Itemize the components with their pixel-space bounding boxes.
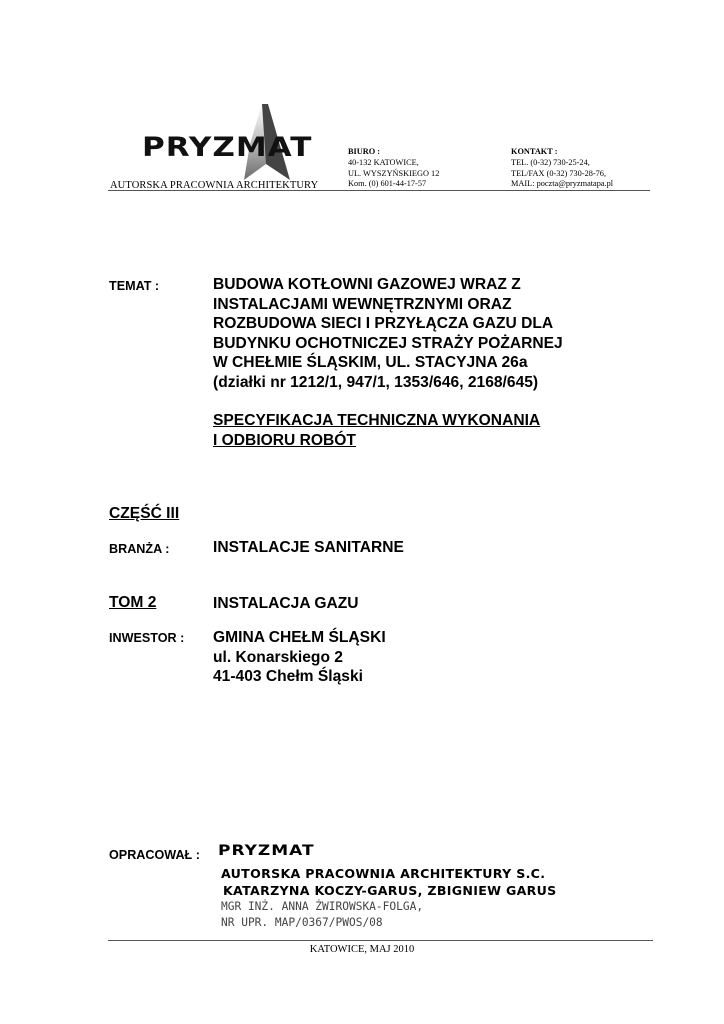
spec-line: I ODBIORU ROBÓT [213, 431, 356, 449]
investor-name: GMINA CHEŁM ŚLĄSKI [213, 629, 386, 646]
investor-details [213, 628, 386, 687]
spec-title [213, 411, 540, 450]
firm-partners: KATARZYNA KOCZY-GARUS, ZBIGNIEW GARUS [223, 883, 557, 898]
temat-line: BUDOWA KOTŁOWNI GAZOWEJ WRAZ Z [213, 276, 521, 293]
volume-label: TOM 2 [109, 594, 157, 611]
place-date: KATOWICE, MAJ 2010 [309, 944, 415, 955]
studio-name: AUTORSKA PRACOWNIA ARCHITEKTURY [110, 180, 319, 191]
contact-heading: KONTAKT : [511, 147, 558, 156]
office-line: Kom. (0) 601-44-17-57 [348, 179, 427, 189]
temat-line: W CHEŁMIE ŚLĄSKIM, UL. STACYJNA 26a [213, 354, 528, 371]
contact-line: MAIL: poczta@pryzmatapa.pl [511, 179, 614, 189]
firm-name: AUTORSKA PRACOWNIA ARCHITEKTURY S.C. [221, 866, 546, 881]
prepared-by-logo: PRYZMAT [218, 842, 315, 859]
temat-line: BUDYNKU OCHOTNICZEJ STRAŻY POŻARNEJ [213, 334, 563, 352]
author-license: NR UPR. MAP/0367/PWOS/08 [221, 916, 383, 929]
temat-line: (działki nr 1212/1, 947/1, 1353/646, 2168/645) [213, 373, 539, 391]
company-logo [140, 104, 313, 182]
spec-line: SPECYFIKACJA TECHNICZNA WYKONANIA [213, 412, 541, 429]
prepared-by-label: OPRACOWAŁ : [109, 848, 200, 862]
investor-label: INWESTOR : [109, 631, 185, 645]
footer-divider [108, 940, 653, 941]
office-line: 40-132 KATOWICE, [348, 157, 419, 167]
volume-value: INSTALACJA GAZU [213, 595, 359, 612]
author-block [221, 899, 423, 931]
branza-value: INSTALACJE SANITARNE [213, 539, 404, 556]
logo-wordmark: PRYZMAT [142, 132, 313, 163]
part-label: CZĘŚĆ III [109, 505, 180, 522]
contact-line: TEL. (0-32) 730-25-24, [511, 157, 590, 167]
office-address [348, 147, 439, 190]
header-divider [108, 190, 650, 191]
temat-line: INSTALACJAMI WEWNĘTRZNYMI ORAZ [213, 295, 512, 313]
contact-info [511, 147, 613, 190]
temat-label: TEMAT : [109, 279, 160, 293]
author-name: MGR INŻ. ANNA ŻWIROWSKA-FOLGA, [221, 900, 424, 913]
firm-block [221, 865, 557, 899]
office-heading: BIURO : [348, 147, 381, 156]
investor-street: ul. Konarskiego 2 [213, 648, 343, 666]
office-line: UL. WYSZYŃSKIEGO 12 [348, 168, 440, 178]
investor-city: 41-403 Chełm Śląski [213, 668, 363, 685]
temat-title [213, 275, 563, 392]
branza-label: BRANŻA : [109, 542, 170, 556]
temat-line: ROZBUDOWA SIECI I PRZYŁĄCZA GAZU DLA [213, 315, 554, 332]
contact-line: TEL/FAX (0-32) 730-28-76, [511, 168, 607, 178]
